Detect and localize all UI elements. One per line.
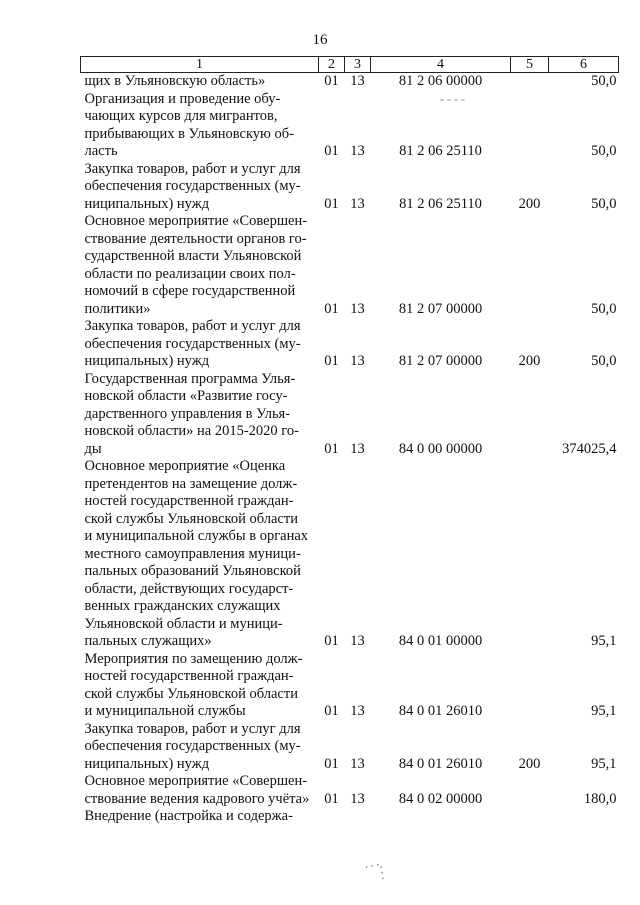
expense-type-cell — [511, 651, 549, 721]
column-header-2: 2 — [319, 57, 345, 73]
row-name-line: ностей государственной граждан- — [84, 493, 294, 509]
amount-cell: 50,0 — [591, 143, 617, 159]
expense-type-cell: 200 — [518, 195, 541, 212]
target-article-cell: 84 0 02 00000 — [398, 790, 483, 807]
section-code-cell: 01 — [324, 703, 339, 719]
row-name-line: Основное мероприятие «Совершен- — [84, 213, 308, 229]
row-name-line: и муниципальной службы — [84, 703, 246, 719]
row-name-line: новской области «Развитие госу- — [84, 388, 288, 404]
row-name-line: ствование ведения кадрового учёта» — [84, 790, 310, 807]
expense-type-cell: 200 — [518, 755, 541, 772]
section-code-cell: 01 — [324, 790, 339, 807]
row-name-line: ласть — [84, 143, 118, 159]
amount-cell: 95,1 — [591, 703, 617, 719]
target-article-cell: 81 2 06 00000 — [398, 73, 483, 89]
row-name-cell — [81, 773, 319, 808]
amount-cell: 374025,4 — [562, 440, 617, 457]
target-article-cell: 84 0 01 26010 — [398, 755, 483, 772]
row-name-line: Государственная программа Улья- — [84, 370, 296, 387]
table-row — [81, 213, 619, 318]
row-name-line: Организация и проведение обу- — [84, 90, 281, 107]
row-name-line: политики» — [84, 300, 151, 317]
row-name-line: местного самоуправления муници- — [84, 545, 301, 562]
column-header-4: 4 — [371, 57, 511, 73]
amount-cell: 180,0 — [583, 790, 617, 807]
row-name-line: номочий в сфере государственной — [84, 283, 296, 299]
row-name-line: претендентов на замещение долж- — [84, 475, 298, 492]
amount-cell — [549, 808, 619, 826]
row-name-line: ской службы Ульяновской области — [84, 510, 298, 527]
row-name-line: ностей государственной граждан- — [84, 668, 294, 684]
row-name-line: и муниципальной службы в органах — [84, 528, 309, 544]
row-name-line: Основное мероприятие «Совершен- — [84, 773, 308, 789]
row-name-line: обеспечения государственных (му- — [84, 335, 301, 352]
table-header-row — [81, 57, 619, 73]
table-row — [81, 161, 619, 214]
subsection-code-cell: 13 — [350, 440, 365, 457]
row-name-line: Мероприятия по замещению долж- — [84, 650, 303, 667]
row-name-line: пальных служащих» — [84, 633, 212, 649]
subsection-code-cell: 13 — [350, 300, 365, 317]
section-code-cell: 01 — [324, 440, 339, 457]
row-name-cell — [81, 371, 319, 459]
table-row — [81, 73, 619, 91]
row-name-line: Закупка товаров, работ и услуг для — [84, 318, 301, 334]
row-name-line: Закупка товаров, работ и услуг для — [84, 720, 301, 737]
section-code-cell: 01 — [324, 143, 339, 159]
row-name-cell — [81, 161, 319, 214]
scan-artifact: - - - - — [440, 92, 465, 106]
target-article-cell: 81 2 06 25110 — [399, 195, 482, 212]
expense-type-cell — [511, 213, 549, 318]
row-name-cell — [81, 808, 319, 826]
amount-cell: 50,0 — [591, 195, 617, 212]
row-name-line: щих в Ульяновскую область» — [84, 73, 266, 89]
row-name-cell — [81, 91, 319, 161]
table-row — [81, 318, 619, 371]
expense-type-cell — [511, 458, 549, 651]
row-name-line: Основное мероприятие «Оценка — [84, 458, 286, 474]
row-name-line: ствование деятельности органов го- — [84, 230, 307, 247]
section-code-cell: 01 — [324, 195, 339, 212]
expense-type-cell: 200 — [518, 353, 541, 369]
expense-type-cell — [511, 91, 549, 161]
row-name-cell — [81, 458, 319, 651]
target-article-cell: 84 0 00 00000 — [398, 440, 483, 457]
row-name-line: новской области» на 2015-2020 го- — [84, 423, 299, 439]
row-name-line: венных гражданских служащих — [84, 598, 281, 614]
row-name-cell — [81, 213, 319, 318]
target-article-cell: 81 2 06 25110 — [399, 143, 482, 159]
column-header-3: 3 — [345, 57, 371, 73]
row-name-line: пальных образований Ульяновской — [84, 563, 301, 579]
row-name-line: сударственной власти Ульяновской — [84, 248, 302, 264]
page-number: 16 — [312, 32, 328, 48]
subsection-code-cell: 13 — [350, 73, 365, 89]
table-row — [81, 371, 619, 459]
section-code-cell — [319, 808, 345, 826]
row-name-line: ниципальных) нужд — [84, 353, 210, 369]
section-code-cell: 01 — [324, 755, 339, 772]
target-article-cell: 84 0 01 00000 — [398, 633, 483, 649]
row-name-line: ниципальных) нужд — [84, 195, 210, 212]
budget-table — [80, 56, 619, 826]
section-code-cell: 01 — [324, 353, 339, 369]
row-name-line: области, действующих государст- — [84, 580, 294, 597]
row-name-line: обеспечения государственных (му- — [84, 738, 301, 754]
amount-cell: 50,0 — [591, 73, 617, 89]
column-header-1: 1 — [81, 57, 319, 73]
row-name-line: ды — [84, 440, 102, 457]
row-name-cell — [81, 651, 319, 721]
row-name-line: дарственного управления в Улья- — [84, 405, 291, 422]
subsection-code-cell — [345, 808, 371, 826]
amount-cell: 50,0 — [591, 300, 617, 317]
subsection-code-cell: 13 — [350, 790, 365, 807]
row-name-line: Закупка товаров, работ и услуг для — [84, 160, 301, 177]
target-article-cell — [371, 808, 511, 826]
row-name-line: Ульяновской области и муници- — [84, 615, 283, 632]
table-row — [81, 651, 619, 721]
amount-cell: 50,0 — [591, 353, 617, 369]
target-article-cell: 81 2 07 00000 — [398, 353, 483, 369]
table-row — [81, 721, 619, 774]
expense-type-cell — [511, 371, 549, 459]
scan-artifact: ⋰⋱ — [363, 856, 392, 882]
table-row — [81, 458, 619, 651]
subsection-code-cell: 13 — [350, 703, 365, 719]
row-name-line: обеспечения государственных (му- — [84, 178, 301, 194]
row-name-line: ниципальных) нужд — [84, 755, 210, 772]
section-code-cell: 01 — [324, 73, 339, 89]
amount-cell: 95,1 — [591, 633, 617, 649]
subsection-code-cell: 13 — [350, 143, 365, 159]
row-name-line: прибывающих в Ульяновскую об- — [84, 125, 294, 142]
expense-type-cell — [511, 808, 549, 826]
row-name-line: области по реализации своих пол- — [84, 265, 296, 282]
table-row — [81, 91, 619, 161]
row-name-cell — [81, 721, 319, 774]
row-name-cell — [81, 318, 319, 371]
table-row — [81, 773, 619, 808]
target-article-cell: 81 2 07 00000 — [398, 300, 483, 317]
row-name-line: Внедрение (настройка и содержа- — [84, 808, 293, 824]
column-header-6: 6 — [549, 57, 619, 73]
column-header-5: 5 — [511, 57, 549, 73]
row-name-line: чающих курсов для мигрантов, — [84, 108, 278, 124]
amount-cell: 95,1 — [591, 755, 617, 772]
row-name-cell — [81, 73, 319, 91]
table-row — [81, 808, 619, 826]
target-article-cell: 84 0 01 26010 — [398, 703, 483, 719]
expense-type-cell — [511, 73, 549, 91]
table-body — [81, 73, 619, 826]
subsection-code-cell: 13 — [350, 633, 365, 649]
expense-type-cell — [511, 773, 549, 808]
subsection-code-cell: 13 — [350, 353, 365, 369]
section-code-cell: 01 — [324, 633, 339, 649]
subsection-code-cell: 13 — [350, 755, 365, 772]
section-code-cell: 01 — [324, 300, 339, 317]
row-name-line: ской службы Ульяновской области — [84, 685, 298, 702]
subsection-code-cell: 13 — [350, 195, 365, 212]
